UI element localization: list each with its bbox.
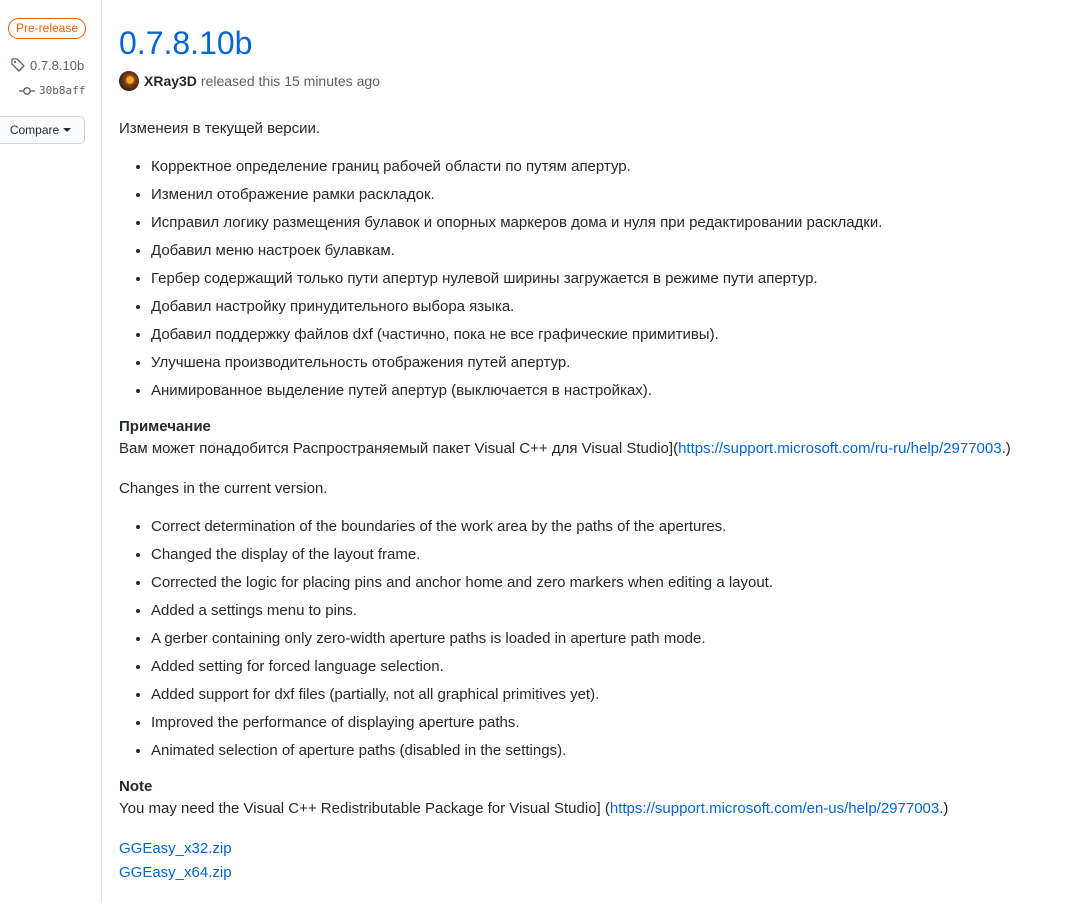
ru-support-link[interactable]: https://support.microsoft.com/ru-ru/help/2977003	[678, 440, 1002, 457]
asset-x32-link[interactable]: GGEasy_x32.zip	[119, 840, 232, 857]
list-item: • Correct determination of the boundaries of the work area by the paths of the apertures.	[151, 516, 1011, 544]
ru-note-title: Примечание	[119, 418, 211, 435]
git-commit-icon	[19, 85, 35, 97]
list-item: • A gerber containing only zero-width aperture paths is loaded in aperture path mode.	[151, 628, 1011, 656]
triangle-down-icon	[63, 128, 71, 132]
commit-sha: 30b8aff	[39, 84, 86, 97]
list-item: • Изменил отображение рамки раскладок.	[151, 184, 1011, 212]
list-item: • Changed the display of the layout frame.	[151, 544, 1011, 572]
ru-note-body: Вам может понадобится Распространяемый пакет Visual C++ для Visual Studio](	[119, 440, 679, 457]
list-item: • Анимированное выделение путей апертур (выключается в настройках).	[151, 380, 1011, 408]
list-item: • Гербер содержащий только пути апертур нулевой ширины загружается в режиме пути апертур.	[151, 268, 1011, 296]
ru-note-text	[119, 438, 1011, 478]
list-item: • Animated selection of aperture paths (disabled in the settings).	[151, 740, 1011, 768]
released-time: released this 15 minutes ago	[200, 73, 380, 89]
asset-x64-link[interactable]: GGEasy_x64.zip	[119, 864, 232, 881]
list-item: • Добавил настройку принудительного выбора языка.	[151, 296, 1011, 324]
list-item: • Улучшена производительность отображения путей апертур.	[151, 352, 1011, 380]
compare-button[interactable]	[0, 116, 85, 144]
avatar[interactable]	[119, 71, 139, 91]
en-note-text	[119, 798, 1011, 838]
list-item: • Added a settings menu to pins.	[151, 600, 1011, 628]
en-intro: Changes in the current version.	[119, 480, 328, 497]
release-sidebar	[0, 0, 102, 902]
commit-link[interactable]	[19, 84, 85, 97]
compare-label: Compare	[9, 123, 60, 137]
en-note-end: .)	[939, 800, 949, 817]
asset-row	[119, 862, 1011, 884]
list-item: • Добавил меню настроек булавкам.	[151, 240, 1011, 268]
en-note-body: You may need the Visual C++ Redistributable Package for Visual Studio] (	[119, 800, 610, 817]
list-item: • Added support for dxf files (partially, not all graphical primitives yet).	[151, 684, 1011, 712]
release-notes	[119, 118, 1011, 884]
tag-name: 0.7.8.10b	[30, 57, 85, 73]
list-item: • Корректное определение границ рабочей области по путям апертур.	[151, 156, 1011, 184]
list-item: • Исправил логику размещения булавок и опорных маркеров дома и нуля при редактировании раскладки.	[151, 212, 1011, 240]
tag-link[interactable]	[10, 57, 84, 73]
asset-row	[119, 838, 1011, 862]
list-item: • Добавил поддержку файлов dxf (частично, пока не все графические примитивы).	[151, 324, 1011, 352]
pre-release-badge: Pre-release	[8, 18, 86, 39]
release-title[interactable]: 0.7.8.10b	[119, 25, 253, 61]
en-support-link[interactable]: https://support.microsoft.com/en-us/help/2977003	[609, 800, 940, 817]
en-changes-list	[119, 516, 1011, 768]
list-item: • Improved the performance of displaying aperture paths.	[151, 712, 1011, 740]
release-byline	[119, 71, 380, 91]
list-item: • Corrected the logic for placing pins and anchor home and zero markers when editing a layout.	[151, 572, 1011, 600]
list-item: • Added setting for forced language selection.	[151, 656, 1011, 684]
ru-intro: Изменеия в текущей версии.	[119, 120, 320, 137]
ru-note-end: .)	[1001, 440, 1011, 457]
author-link[interactable]: XRay3D	[144, 73, 197, 89]
ru-changes-list	[119, 156, 1011, 408]
en-note-title: Note	[119, 778, 153, 795]
tag-icon	[10, 57, 26, 73]
